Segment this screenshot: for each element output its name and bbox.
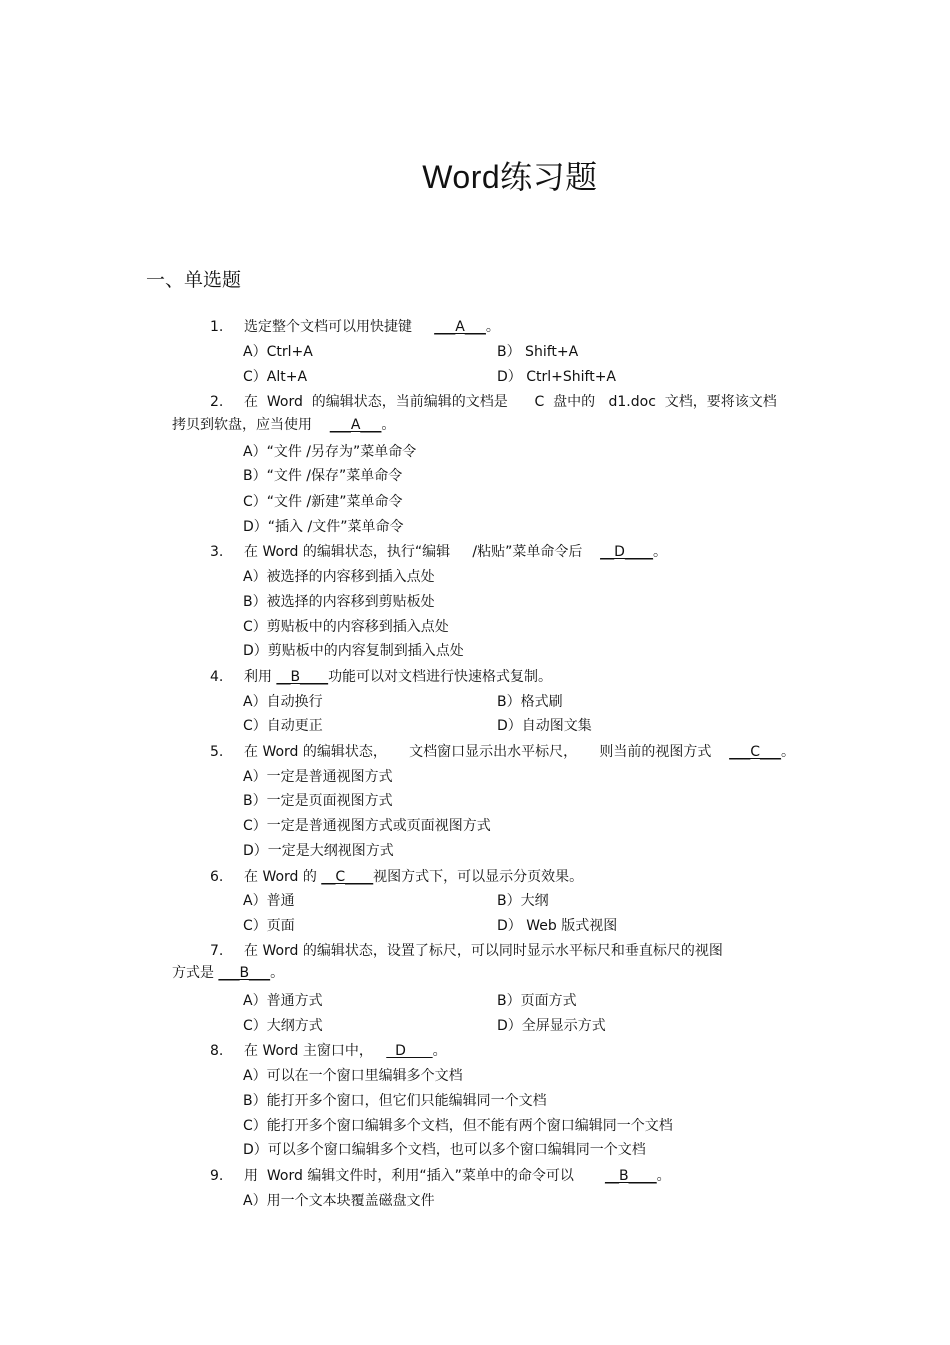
answer-blank: ___A___ <box>434 319 486 335</box>
option-c: C）Alt+A <box>243 369 308 385</box>
option-a: A）一定是普通视图方式 <box>243 769 393 785</box>
question-stem: 利用 __B____功能可以对文档进行快速格式复制。 <box>244 669 553 685</box>
option-b: B）大纲 <box>497 893 549 909</box>
option-d: D） Ctrl+Shift+A <box>497 369 616 385</box>
option-d: D）一定是大纲视图方式 <box>243 843 394 859</box>
option-a: A）普通方式 <box>243 993 323 1009</box>
question-number: 8. <box>210 1043 224 1059</box>
option-c: C）剪贴板中的内容移到插入点处 <box>243 619 449 635</box>
question-number: 1. <box>210 319 224 335</box>
question-stem: 在 Word 主窗口中， D 。 <box>244 1043 447 1059</box>
question-number: 2. <box>210 394 224 410</box>
question-stem: 在 Word 的编辑状态，当前编辑的文档是 C 盘中的 d1.doc 文档，要将该文档 <box>244 394 777 410</box>
option-b: B）一定是页面视图方式 <box>243 793 393 809</box>
option-b: B）被选择的内容移到剪贴板处 <box>243 594 435 610</box>
option-a: A）“文件 /另存为”菜单命令 <box>243 444 417 460</box>
answer-blank: __B____ <box>605 1168 657 1184</box>
page-title: Word练习题 <box>422 159 598 195</box>
question-number: 6. <box>210 869 224 885</box>
option-c: C）大纲方式 <box>243 1018 323 1034</box>
question-stem: 用 Word 编辑文件时，利用“插入”菜单中的命令可以 __B____。 <box>244 1168 671 1184</box>
option-b: B）“文件 /保存”菜单命令 <box>243 468 403 484</box>
answer-blank: __C____ <box>321 869 374 885</box>
option-d: D）可以多个窗口编辑多个文档，也可以多个窗口编辑同一个文档 <box>243 1142 646 1158</box>
answer-blank: __D____ <box>600 544 653 560</box>
option-c: C）页面 <box>243 918 295 934</box>
option-b: B）页面方式 <box>497 993 577 1009</box>
option-b: B）能打开多个窗口，但它们只能编辑同一个文档 <box>243 1093 547 1109</box>
answer-blank: ___A___ <box>329 417 382 433</box>
section-title: 一、单选题 <box>146 269 242 291</box>
question-stem-continued: 方式是 ___B___。 <box>172 965 285 981</box>
option-a: A）自动换行 <box>243 694 323 710</box>
option-d: D）剪贴板中的内容复制到插入点处 <box>243 643 464 659</box>
question-number: 4. <box>210 669 224 685</box>
option-d: D）全屏显示方式 <box>497 1018 606 1034</box>
option-c: C）自动更正 <box>243 718 323 734</box>
question-stem: 在 Word 的编辑状态， 文档窗口显示出水平标尺， 则当前的视图方式 ___C___。 <box>244 744 795 760</box>
option-d: D）“插入 /文件”菜单命令 <box>243 519 404 535</box>
question-number: 5. <box>210 744 224 760</box>
answer-blank: __B____ <box>276 669 329 685</box>
option-a: A）被选择的内容移到插入点处 <box>243 569 435 585</box>
option-a: A）普通 <box>243 893 295 909</box>
option-b: B） Shift+A <box>497 344 579 360</box>
option-d: D） Web 版式视图 <box>497 918 618 934</box>
option-a: A）可以在一个窗口里编辑多个文档 <box>243 1068 463 1084</box>
question-number: 9. <box>210 1168 224 1184</box>
option-b: B）格式刷 <box>497 694 563 710</box>
option-c: C）“文件 /新建”菜单命令 <box>243 494 403 510</box>
question-number: 3. <box>210 544 224 560</box>
option-c: C）能打开多个窗口编辑多个文档，但不能有两个窗口编辑同一个文档 <box>243 1118 673 1134</box>
question-stem: 在 Word 的编辑状态，设置了标尺，可以同时显示水平标尺和垂直标尺的视图 <box>244 943 723 959</box>
question-stem: 在 Word 的 __C____视图方式下，可以显示分页效果。 <box>244 869 584 885</box>
answer-blank: ___C___ <box>729 744 781 760</box>
option-a: A）用一个文本块覆盖磁盘文件 <box>243 1193 435 1209</box>
answer-blank: ___B___ <box>218 965 271 981</box>
option-a: A）Ctrl+A <box>243 344 313 360</box>
answer-blank: D <box>386 1043 433 1059</box>
question-stem-continued: 拷贝到软盘，应当使用 ___A___。 <box>172 417 396 433</box>
option-c: C）一定是普通视图方式或页面视图方式 <box>243 818 491 834</box>
option-d: D）自动图文集 <box>497 718 592 734</box>
question-number: 7. <box>210 943 224 959</box>
question-stem: 在 Word 的编辑状态，执行“编辑 /粘贴”菜单命令后 __D____。 <box>244 544 667 560</box>
question-stem: 选定整个文档可以用快捷键 ___A___。 <box>244 319 500 335</box>
